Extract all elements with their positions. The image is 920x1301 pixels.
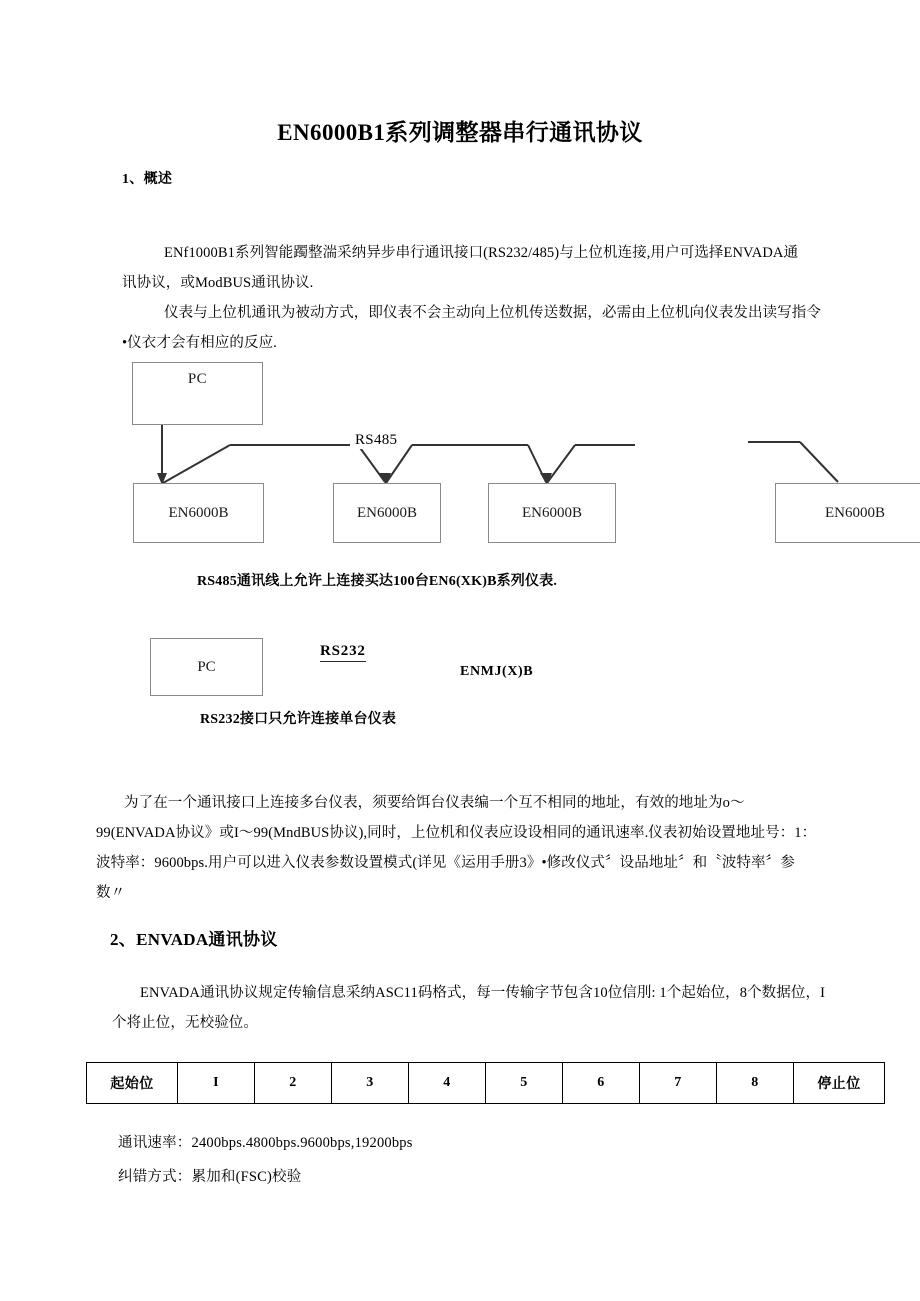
caption-rs232: RS232接口只允许连接单台仪表 bbox=[200, 712, 397, 727]
diagram-box-pc-label: PC bbox=[187, 371, 208, 387]
spec-communication-speed: 通讯速率：2400bps.4800bps.9600bps,19200bps bbox=[118, 1135, 413, 1151]
table-cell-start-bit: 起始位 bbox=[87, 1063, 178, 1104]
table-cell-bit-4: 4 bbox=[409, 1063, 486, 1104]
diagram-rs232-link bbox=[0, 630, 920, 710]
paragraph-overview-line-2: 讯协议，或ModBUS通讯协议. bbox=[122, 275, 314, 291]
diagram-box-pc-rs232-label: PC bbox=[197, 658, 216, 675]
wire-bus-to-instrument-2-right bbox=[386, 445, 412, 483]
spec-error-check: 纠错方式：累加和(FSC)校验 bbox=[118, 1169, 302, 1185]
paragraph-addressing-line-2: 99(ENVADA协议》或I～99(MndBUS协议),同时，上位机和仪表应设设相同的通讯速率.仪表初始设置地址号：1： bbox=[96, 825, 817, 841]
diagram-box-instrument-1-label: EN6000B bbox=[168, 504, 229, 521]
table-cell-bit-1: I bbox=[178, 1063, 255, 1104]
section-heading-overview: 1、概述 bbox=[122, 172, 173, 187]
diagram-box-pc bbox=[132, 362, 263, 425]
caption-rs485: RS485通讯线上允许上连接买达100台EN6(XK)B系列仪表. bbox=[197, 574, 558, 589]
paragraph-passive-mode-line-1: 仪表与上位机通讯为被动方式，即仪表不会主动向上位机传送数据，必需由上位机向仪表发出读写指令 bbox=[164, 305, 821, 321]
wire-bus-to-instrument-2-left bbox=[358, 445, 385, 482]
table-cell-bit-2: 2 bbox=[255, 1063, 332, 1104]
wire-bus-to-instrument-4 bbox=[800, 442, 838, 482]
page-title: EN6000B1系列调整器串行通讯协议 bbox=[277, 120, 643, 145]
table-cell-bit-5: 5 bbox=[486, 1063, 563, 1104]
paragraph-overview-line-1: ENf1000B1系列智能躅整湍采纳异步串行通讯接口(RS232/485)与上位机连接,用户可选择ENVADA通 bbox=[164, 245, 799, 261]
diagram-box-instrument-3 bbox=[488, 483, 616, 543]
section-heading-envada-protocol: 2、ENVADA通讯协议 bbox=[110, 930, 278, 949]
paragraph-passive-mode-line-2: •仪衣才会有相应的反应. bbox=[122, 335, 277, 351]
diagram-box-instrument-2-label: EN6000B bbox=[357, 504, 417, 521]
table-row bbox=[87, 1063, 885, 1104]
bit-frame-table bbox=[86, 1062, 885, 1104]
rs232-link-label: RS232 bbox=[320, 643, 366, 662]
rs232-instrument-label: ENMJ(X)B bbox=[460, 664, 534, 679]
wire-bus-to-instrument-3-right bbox=[547, 445, 575, 483]
paragraph-ascii-frame-line-2: 个将止位，无校验位。 bbox=[112, 1015, 258, 1031]
paragraph-addressing bbox=[96, 788, 896, 908]
diagram-box-instrument-3-label: EN6000B bbox=[522, 504, 582, 521]
paragraph-addressing-line-1: 为了在一个通讯接口上连接多台仪表，须要给饵台仪表编一个互不相同的地址，有效的地址为o～ bbox=[124, 795, 745, 811]
table-cell-bit-7: 7 bbox=[640, 1063, 717, 1104]
wire-instrument-1-to-bus bbox=[163, 445, 230, 483]
diagram-box-instrument-4 bbox=[775, 483, 920, 543]
table-cell-bit-3: 3 bbox=[332, 1063, 409, 1104]
diagram-box-instrument-2 bbox=[333, 483, 441, 543]
paragraph-ascii-frame-line-1: ENVADA通讯协议规定传输信息采纳ASC11码格式，每一传输字节包含10位信刖: 1个起始位，8个数据位，I bbox=[140, 985, 825, 1001]
paragraph-addressing-line-3: 波特率：9600bps.用户可以进入仪表参数设置模式(详见《运用手册3》•修改仪式〞设品地址〞和〝波特率〞参 bbox=[96, 855, 795, 871]
paragraph-overview bbox=[122, 238, 912, 298]
diagram-box-instrument-1 bbox=[133, 483, 264, 543]
paragraph-passive-mode bbox=[122, 298, 912, 358]
rs485-bus-label: RS485 bbox=[352, 432, 400, 449]
paragraph-ascii-frame bbox=[112, 978, 902, 1038]
diagram-box-pc-rs232 bbox=[150, 638, 263, 696]
table-cell-bit-8: 8 bbox=[717, 1063, 794, 1104]
diagram-box-instrument-4-label: EN6000B bbox=[825, 504, 885, 521]
table-cell-stop-bit: 停止位 bbox=[794, 1063, 885, 1104]
paragraph-addressing-line-4: 数〃 bbox=[96, 885, 126, 901]
diagram-rs485-network bbox=[0, 352, 920, 560]
table-cell-bit-6: 6 bbox=[563, 1063, 640, 1104]
